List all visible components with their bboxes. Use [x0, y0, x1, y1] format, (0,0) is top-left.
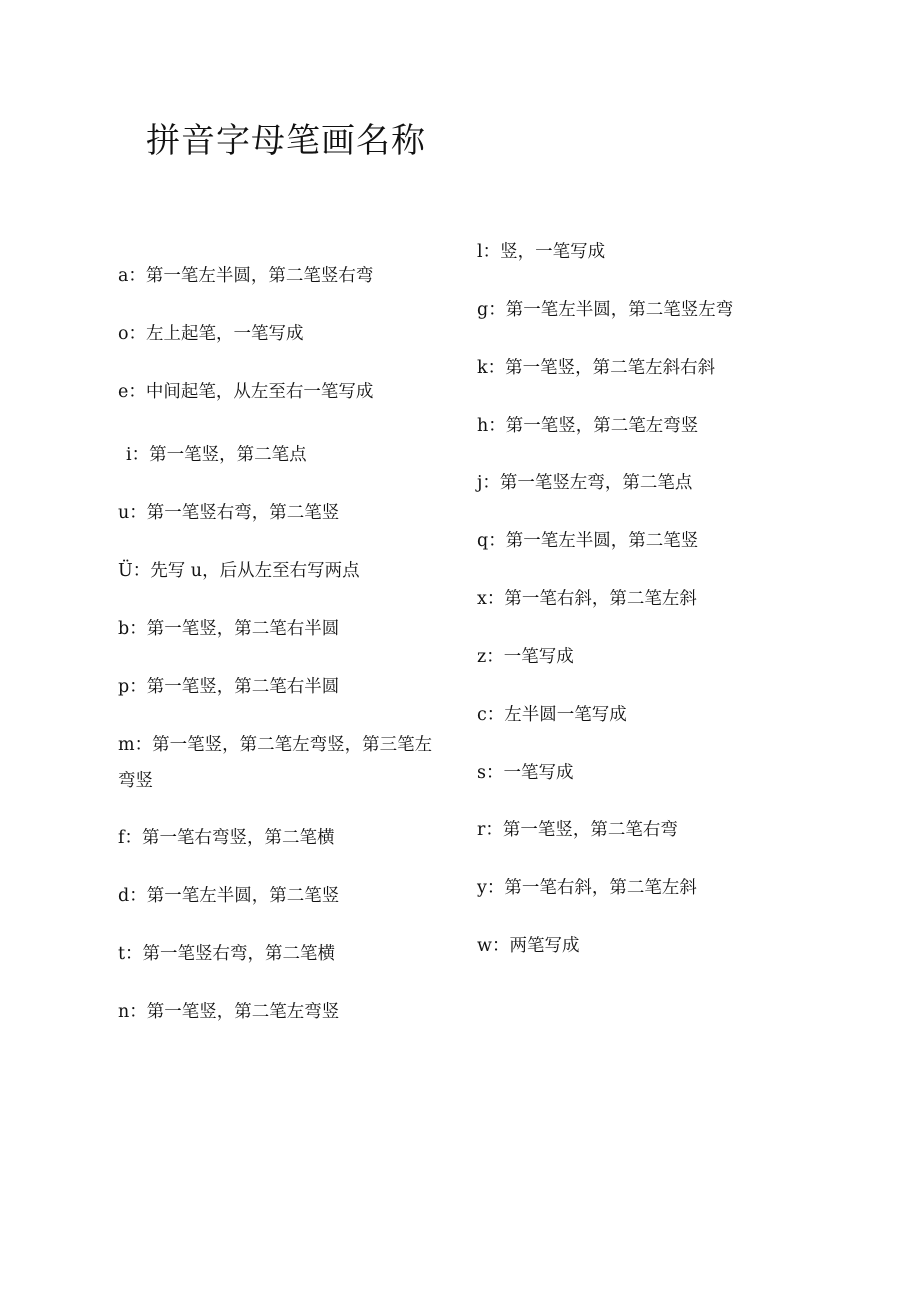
page-title: 拼音字母笔画名称: [146, 121, 426, 161]
stroke-item-f: f：第一笔右弯竖，第二笔横: [118, 828, 335, 848]
stroke-item-e: e：中间起笔，从左至右一笔写成: [118, 382, 374, 402]
stroke-item-a: a：第一笔左半圆，第二笔竖右弯: [118, 266, 374, 286]
stroke-item-u-umlaut: Ü：先写 u，后从左至右写两点: [118, 561, 360, 581]
stroke-item-k: k：第一笔竖，第二笔左斜右斜: [477, 358, 716, 378]
stroke-item-g: g：第一笔左半圆，第二笔竖左弯: [477, 300, 734, 320]
stroke-item-h: h：第一笔竖，第二笔左弯竖: [477, 416, 699, 436]
stroke-item-o: o：左上起笔，一笔写成: [118, 324, 304, 344]
stroke-item-p: p：第一笔竖，第二笔右半圆: [118, 677, 340, 697]
stroke-item-i: i：第一笔竖，第二笔点: [126, 445, 307, 465]
stroke-item-d: d：第一笔左半圆，第二笔竖: [118, 886, 340, 906]
stroke-item-b: b：第一笔竖，第二笔右半圆: [118, 619, 340, 639]
stroke-item-w: w：两笔写成: [477, 936, 580, 956]
stroke-item-x: x：第一笔右斜，第二笔左斜: [477, 589, 697, 609]
stroke-item-m: m：第一笔竖，第二笔左弯竖，第三笔左弯竖: [118, 735, 433, 791]
stroke-item-u: u：第一笔竖右弯，第二笔竖: [118, 503, 340, 523]
stroke-item-l: l：竖，一笔写成: [477, 242, 606, 262]
stroke-item-z: z：一笔写成: [477, 647, 574, 667]
stroke-item-r: r：第一笔竖，第二笔右弯: [477, 820, 678, 840]
stroke-item-s: s：一笔写成: [477, 763, 574, 783]
stroke-item-c: c：左半圆一笔写成: [477, 705, 627, 725]
stroke-item-q: q：第一笔左半圆，第二笔竖: [477, 531, 699, 551]
stroke-item-j: j：第一笔竖左弯，第二笔点: [477, 473, 693, 493]
stroke-item-n: n：第一笔竖，第二笔左弯竖: [118, 1002, 340, 1022]
stroke-item-t: t：第一笔竖右弯，第二笔横: [118, 944, 336, 964]
stroke-item-y: y：第一笔右斜，第二笔左斜: [477, 878, 697, 898]
